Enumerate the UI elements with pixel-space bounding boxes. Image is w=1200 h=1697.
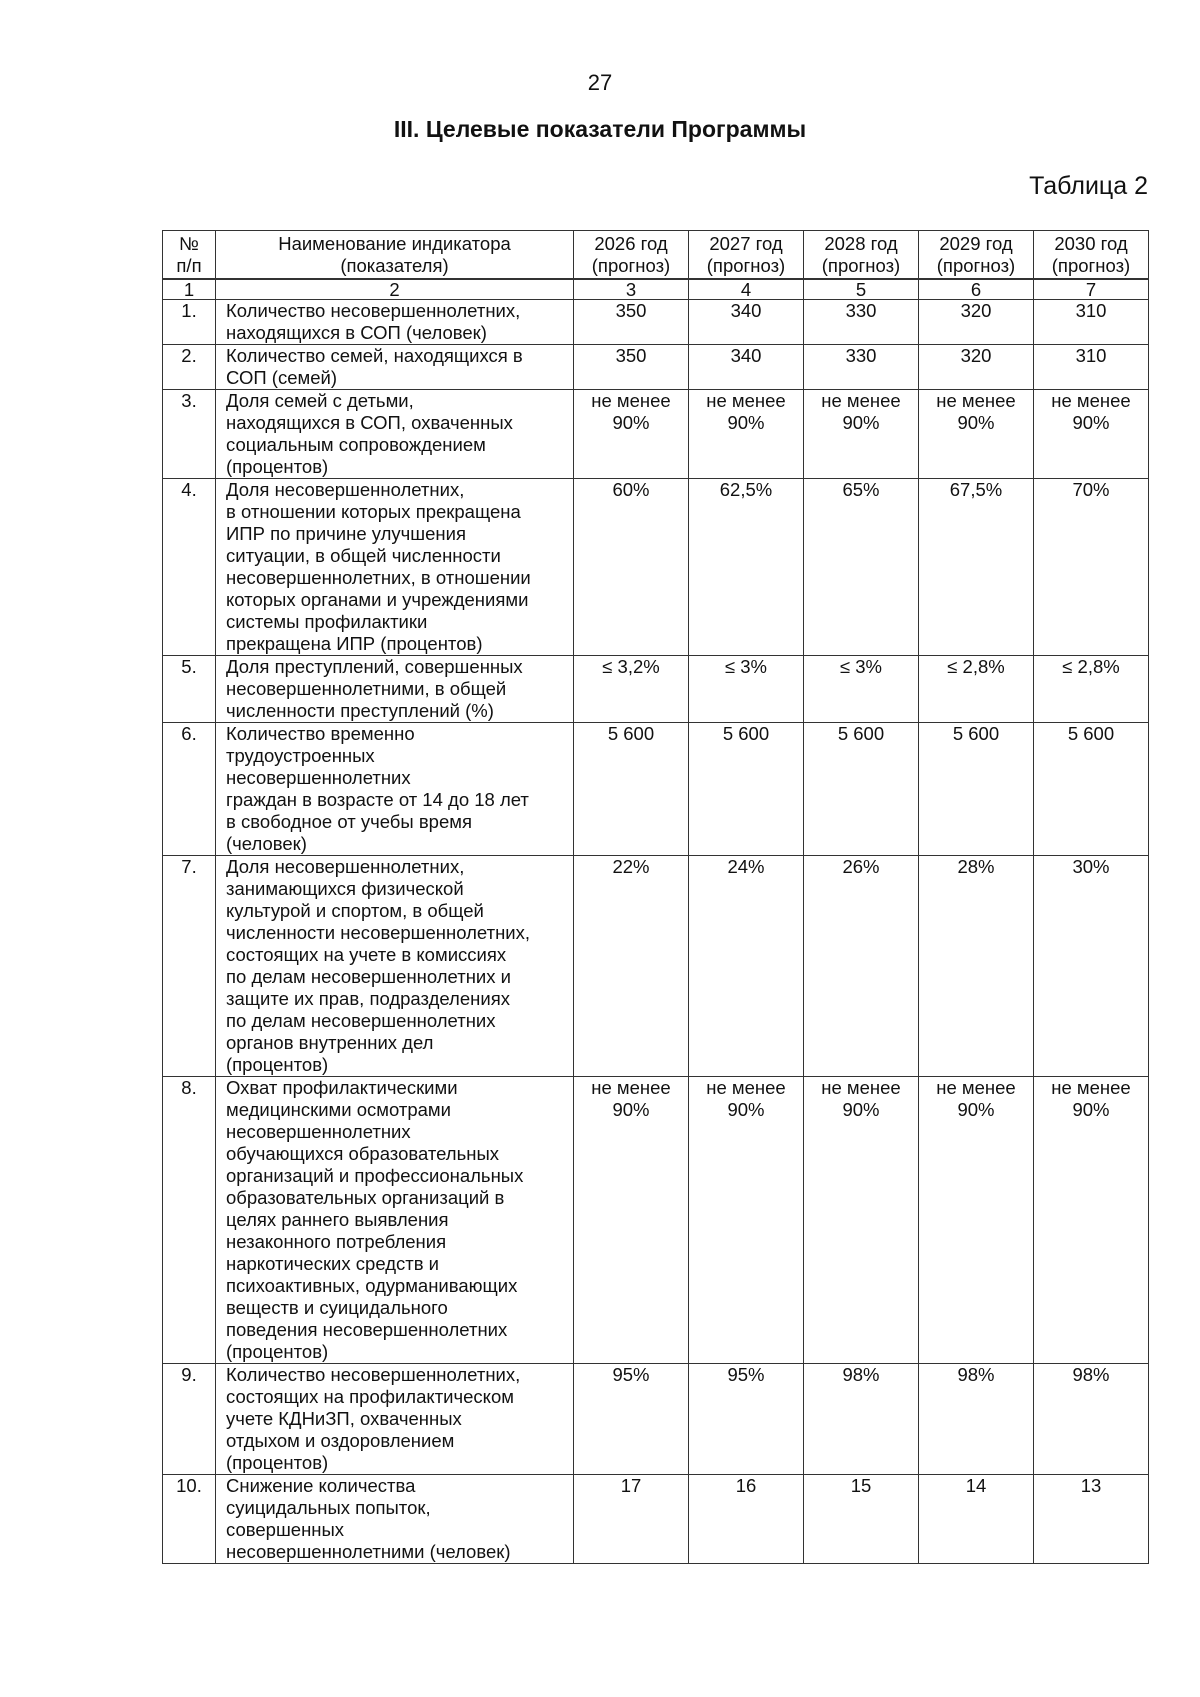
forecast-value-cell	[689, 1077, 804, 1364]
table-row	[163, 1475, 1149, 1564]
forecast-value-line: 90%	[727, 1099, 765, 1120]
header-cell-line: (прогноз)	[821, 255, 901, 276]
column-number-cell: 6	[919, 279, 1034, 300]
forecast-value-line: 90%	[1072, 412, 1110, 433]
column-number-row	[163, 279, 1149, 300]
forecast-value-cell	[689, 345, 804, 390]
forecast-value-cell	[919, 723, 1034, 856]
table-row	[163, 1077, 1149, 1364]
indicator-name-line: ситуации, в общей численности	[226, 545, 501, 566]
forecast-value-line: ≤ 3%	[724, 656, 768, 677]
forecast-value-cell	[919, 479, 1034, 656]
forecast-value-cell	[804, 390, 919, 479]
forecast-value-line: не менее	[821, 1077, 901, 1098]
header-cell-line: (показателя)	[340, 255, 449, 276]
header-cell-line: 2027 год	[709, 233, 783, 254]
header-cell-line: п/п	[176, 255, 202, 276]
column-number-cell: 3	[574, 279, 689, 300]
indicator-name-line: по делам несовершеннолетних и	[226, 966, 511, 987]
table-row	[163, 390, 1149, 479]
forecast-value-line: 95%	[727, 1364, 765, 1385]
forecast-value-line: не менее	[936, 390, 1016, 411]
column-number-cell: 2	[216, 279, 574, 300]
indicator-name-line: наркотических средств и	[226, 1253, 440, 1274]
forecast-value-cell	[689, 390, 804, 479]
indicator-name-line: Количество несовершеннолетних,	[226, 300, 521, 321]
indicator-name-line: социальным сопровождением	[226, 434, 486, 455]
indicator-name-line: веществ и суицидального	[226, 1297, 448, 1318]
row-number-cell: 4.	[163, 479, 216, 656]
indicator-name-line: Охват профилактическими	[226, 1077, 458, 1098]
indicator-name-line: несовершеннолетних, в отношении	[226, 567, 531, 588]
column-number-cell: 5	[804, 279, 919, 300]
forecast-value-line: ≤ 3,2%	[602, 656, 660, 677]
indicator-name-line: поведения несовершеннолетних	[226, 1319, 508, 1340]
row-number-cell: 2.	[163, 345, 216, 390]
forecast-value-cell	[919, 1364, 1034, 1475]
forecast-value-line: 98%	[957, 1364, 995, 1385]
indicator-name-line: несовершеннолетними (человек)	[226, 1541, 511, 1562]
indicator-name-line: несовершеннолетних	[226, 1121, 411, 1142]
indicator-name-line: СОП (семей)	[226, 367, 337, 388]
indicator-name-cell	[216, 1475, 574, 1564]
column-number-cell: 4	[689, 279, 804, 300]
indicator-name-line: Доля семей с детьми,	[226, 390, 414, 411]
forecast-value-line: 15	[850, 1475, 872, 1496]
indicator-name-line: Доля преступлений, совершенных	[226, 656, 523, 677]
forecast-value-cell	[689, 856, 804, 1077]
header-cell	[216, 231, 574, 280]
forecast-value-line: 14	[965, 1475, 987, 1496]
forecast-value-line: 90%	[727, 412, 765, 433]
header-cell-line: Наименование индикатора	[278, 233, 511, 254]
forecast-value-line: 24%	[727, 856, 765, 877]
forecast-value-cell	[1034, 390, 1149, 479]
forecast-value-cell	[919, 345, 1034, 390]
forecast-value-line: 65%	[842, 479, 880, 500]
forecast-value-line: 320	[960, 300, 992, 321]
indicator-name-line: несовершеннолетними, в общей	[226, 678, 507, 699]
indicator-name-line: в свободное от учебы время	[226, 811, 472, 832]
indicator-name-cell	[216, 300, 574, 345]
indicator-name-line: ИПР по причине улучшения	[226, 523, 467, 544]
forecast-value-cell	[804, 856, 919, 1077]
forecast-value-cell	[689, 479, 804, 656]
indicator-name-line: находящихся в СОП, охваченных	[226, 412, 513, 433]
indicator-name-cell	[216, 856, 574, 1077]
forecast-value-cell	[689, 300, 804, 345]
forecast-value-cell	[1034, 1475, 1149, 1564]
forecast-value-cell	[574, 856, 689, 1077]
forecast-value-line: не менее	[706, 1077, 786, 1098]
forecast-value-line: 16	[735, 1475, 757, 1496]
header-cell	[163, 231, 216, 280]
section-title: III. Целевые показатели Программы	[393, 116, 807, 142]
forecast-value-cell	[1034, 1077, 1149, 1364]
indicator-name-line: граждан в возрасте от 14 до 18 лет	[226, 789, 529, 810]
forecast-value-line: 330	[845, 300, 877, 321]
indicator-name-line: несовершеннолетних	[226, 767, 411, 788]
indicator-name-line: суицидальных попыток,	[226, 1497, 431, 1518]
header-cell-line: (прогноз)	[591, 255, 671, 276]
indicator-name-line: численности преступлений (%)	[226, 700, 494, 721]
forecast-value-line: 62,5%	[719, 479, 773, 500]
indicator-name-line: культурой и спортом, в общей	[226, 900, 484, 921]
forecast-value-line: 5 600	[837, 723, 885, 744]
indicator-name-line: (процентов)	[226, 456, 329, 477]
forecast-value-cell	[574, 345, 689, 390]
indicator-name-line: Снижение количества	[226, 1475, 416, 1496]
forecast-value-cell	[1034, 856, 1149, 1077]
forecast-value-line: 340	[730, 300, 762, 321]
indicator-name-cell	[216, 656, 574, 723]
forecast-value-cell	[804, 1475, 919, 1564]
forecast-value-line: 28%	[957, 856, 995, 877]
forecast-value-cell	[574, 390, 689, 479]
forecast-value-line: 350	[615, 300, 647, 321]
row-number-cell: 5.	[163, 656, 216, 723]
header-cell	[574, 231, 689, 280]
forecast-value-line: не менее	[1051, 1077, 1131, 1098]
page-number: 27	[587, 70, 613, 95]
forecast-value-line: 320	[960, 345, 992, 366]
forecast-value-cell	[689, 1364, 804, 1475]
forecast-value-cell	[1034, 300, 1149, 345]
forecast-value-line: не менее	[1051, 390, 1131, 411]
forecast-value-line: 70%	[1072, 479, 1110, 500]
forecast-value-line: 90%	[612, 412, 650, 433]
forecast-value-line: 330	[845, 345, 877, 366]
forecast-value-cell	[1034, 1364, 1149, 1475]
forecast-value-line: 350	[615, 345, 647, 366]
forecast-value-line: 5 600	[952, 723, 1000, 744]
forecast-value-line: 30%	[1072, 856, 1110, 877]
forecast-value-cell	[1034, 345, 1149, 390]
indicator-name-cell	[216, 1364, 574, 1475]
indicator-name-line: занимающихся физической	[226, 878, 464, 899]
indicator-name-line: численности несовершеннолетних,	[226, 922, 531, 943]
forecast-value-cell	[1034, 479, 1149, 656]
forecast-value-line: 310	[1075, 345, 1107, 366]
indicator-name-line: незаконного потребления	[226, 1231, 447, 1252]
indicator-name-line: (процентов)	[226, 1341, 329, 1362]
indicator-name-line: (процентов)	[226, 1452, 329, 1473]
forecast-value-cell	[919, 1077, 1034, 1364]
table-header	[163, 231, 1149, 300]
forecast-value-line: 98%	[1072, 1364, 1110, 1385]
row-number-cell: 7.	[163, 856, 216, 1077]
indicator-name-cell	[216, 345, 574, 390]
table-body	[163, 300, 1149, 1564]
indicator-name-line: состоящих на профилактическом	[226, 1386, 514, 1407]
forecast-value-line: ≤ 3%	[839, 656, 883, 677]
indicator-name-line: отдыхом и оздоровлением	[226, 1430, 455, 1451]
forecast-value-cell	[919, 1475, 1034, 1564]
table-row	[163, 1364, 1149, 1475]
forecast-value-cell	[919, 656, 1034, 723]
forecast-value-line: не менее	[936, 1077, 1016, 1098]
forecast-value-line: не менее	[591, 1077, 671, 1098]
indicator-name-line: состоящих на учете в комиссиях	[226, 944, 507, 965]
row-number-cell: 1.	[163, 300, 216, 345]
indicator-name-line: образовательных организаций в	[226, 1187, 505, 1208]
table-row	[163, 300, 1149, 345]
forecast-value-line: 340	[730, 345, 762, 366]
indicator-name-cell	[216, 479, 574, 656]
row-number-cell: 6.	[163, 723, 216, 856]
forecast-value-line: ≤ 2,8%	[947, 656, 1005, 677]
forecast-value-cell	[574, 300, 689, 345]
table-row	[163, 345, 1149, 390]
header-cell-line: 2030 год	[1054, 233, 1128, 254]
forecast-value-cell	[689, 1475, 804, 1564]
indicator-name-cell	[216, 723, 574, 856]
forecast-value-cell	[574, 479, 689, 656]
indicator-name-line: организаций и профессиональных	[226, 1165, 524, 1186]
forecast-value-line: 67,5%	[949, 479, 1003, 500]
forecast-value-cell	[574, 1077, 689, 1364]
header-cell	[1034, 231, 1149, 280]
indicator-name-line: защите их прав, подразделениях	[226, 988, 510, 1009]
forecast-value-line: 90%	[612, 1099, 650, 1120]
forecast-value-cell	[1034, 656, 1149, 723]
forecast-value-cell	[804, 656, 919, 723]
row-number-cell: 10.	[163, 1475, 216, 1564]
indicator-name-cell	[216, 1077, 574, 1364]
forecast-value-cell	[804, 345, 919, 390]
forecast-value-line: 13	[1080, 1475, 1102, 1496]
indicators-table	[162, 230, 1149, 1564]
forecast-value-line: 90%	[957, 412, 995, 433]
header-cell-line: (прогноз)	[1051, 255, 1131, 276]
forecast-value-line: 17	[620, 1475, 642, 1496]
indicator-name-line: Количество временно	[226, 723, 415, 744]
forecast-value-line: 22%	[612, 856, 650, 877]
forecast-value-cell	[919, 856, 1034, 1077]
forecast-value-line: 95%	[612, 1364, 650, 1385]
indicator-name-line: прекращена ИПР (процентов)	[226, 633, 483, 654]
indicator-name-line: учете КДНиЗП, охваченных	[226, 1408, 462, 1429]
header-cell-line: 2029 год	[939, 233, 1013, 254]
forecast-value-cell	[919, 300, 1034, 345]
forecast-value-line: 90%	[1072, 1099, 1110, 1120]
forecast-value-line: 5 600	[722, 723, 770, 744]
header-cell-line: (прогноз)	[706, 255, 786, 276]
forecast-value-cell	[1034, 723, 1149, 856]
forecast-value-cell	[574, 723, 689, 856]
indicator-name-line: которых органами и учреждениями	[226, 589, 529, 610]
forecast-value-cell	[804, 300, 919, 345]
header-cell	[919, 231, 1034, 280]
indicator-name-line: психоактивных, одурманивающих	[226, 1275, 518, 1296]
indicator-name-cell	[216, 390, 574, 479]
forecast-value-cell	[574, 1475, 689, 1564]
forecast-value-cell	[689, 656, 804, 723]
forecast-value-cell	[804, 1077, 919, 1364]
indicator-name-line: Количество семей, находящихся в	[226, 345, 523, 366]
forecast-value-line: 90%	[957, 1099, 995, 1120]
column-number-cell: 1	[163, 279, 216, 300]
indicator-name-line: медицинскими осмотрами	[226, 1099, 451, 1120]
indicator-name-line: системы профилактики	[226, 611, 428, 632]
forecast-value-cell	[574, 1364, 689, 1475]
table-row	[163, 656, 1149, 723]
indicator-name-line: Доля несовершеннолетних,	[226, 479, 465, 500]
indicator-name-line: обучающихся образовательных	[226, 1143, 499, 1164]
table-row	[163, 723, 1149, 856]
indicator-name-line: (человек)	[226, 833, 307, 854]
forecast-value-line: 90%	[842, 1099, 880, 1120]
indicator-name-line: по делам несовершеннолетних	[226, 1010, 496, 1031]
forecast-value-line: не менее	[706, 390, 786, 411]
indicator-name-line: в отношении которых прекращена	[226, 501, 521, 522]
row-number-cell: 8.	[163, 1077, 216, 1364]
header-cell-line: 2026 год	[594, 233, 668, 254]
forecast-value-line: 26%	[842, 856, 880, 877]
table-row	[163, 479, 1149, 656]
row-number-cell: 9.	[163, 1364, 216, 1475]
forecast-value-line: ≤ 2,8%	[1062, 656, 1120, 677]
forecast-value-line: 98%	[842, 1364, 880, 1385]
forecast-value-line: 310	[1075, 300, 1107, 321]
indicator-name-line: Количество несовершеннолетних,	[226, 1364, 521, 1385]
forecast-value-line: 5 600	[1067, 723, 1115, 744]
forecast-value-line: 60%	[612, 479, 650, 500]
forecast-value-cell	[919, 390, 1034, 479]
header-cell	[689, 231, 804, 280]
header-cell-line: 2028 год	[824, 233, 898, 254]
indicator-name-line: (процентов)	[226, 1054, 329, 1075]
forecast-value-cell	[574, 656, 689, 723]
forecast-value-cell	[689, 723, 804, 856]
forecast-value-line: не менее	[821, 390, 901, 411]
indicator-name-line: находящихся в СОП (человек)	[226, 322, 487, 343]
table-row	[163, 856, 1149, 1077]
header-cell-line: №	[179, 233, 199, 254]
forecast-value-cell	[804, 723, 919, 856]
forecast-value-line: 5 600	[607, 723, 655, 744]
indicator-name-line: совершенных	[226, 1519, 345, 1540]
header-row	[163, 231, 1149, 280]
indicator-name-line: трудоустроенных	[226, 745, 375, 766]
indicator-name-line: Доля несовершеннолетних,	[226, 856, 465, 877]
forecast-value-cell	[804, 479, 919, 656]
header-cell	[804, 231, 919, 280]
forecast-value-cell	[804, 1364, 919, 1475]
forecast-value-line: не менее	[591, 390, 671, 411]
forecast-value-line: 90%	[842, 412, 880, 433]
row-number-cell: 3.	[163, 390, 216, 479]
indicator-name-line: целях раннего выявления	[226, 1209, 449, 1230]
column-number-cell: 7	[1034, 279, 1149, 300]
table-label: Таблица 2	[1029, 172, 1148, 200]
indicator-name-line: органов внутренних дел	[226, 1032, 434, 1053]
header-cell-line: (прогноз)	[936, 255, 1016, 276]
